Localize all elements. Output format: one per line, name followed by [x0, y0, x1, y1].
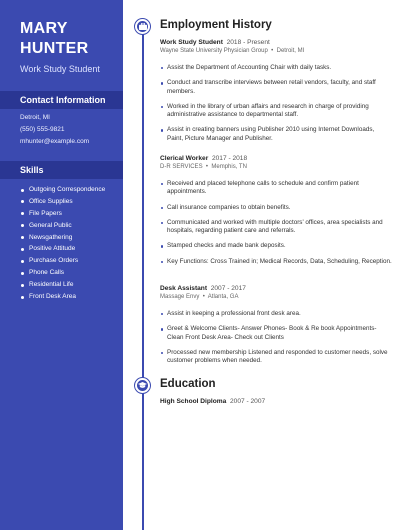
skill-item: Residential Life [20, 279, 105, 291]
job-dates: 2017 - 2018 [211, 155, 248, 162]
job-title: Clerical Worker [160, 155, 209, 162]
bullet-item: Received and placed telephone calls to schedule and confirm patient appointments. [160, 180, 392, 197]
bullet-item: Communicated and worked with multiple doctors' offices, area specialists and hospitals, regarding patient care and referrals. [160, 219, 392, 236]
bullet-item: Greet & Welcome Clients- Answer Phones- Book & Re book Appointments- Clean Front Desk Area- Check out Clients [160, 325, 392, 342]
skill-item: Newsgathering [20, 232, 105, 244]
first-name: MARY [20, 20, 68, 37]
education-dates: 2007 - 2007 [229, 398, 266, 405]
contact-email[interactable]: mhunter@example.com [20, 138, 90, 145]
contact-city: Detroit, MI [20, 114, 50, 121]
employment-heading: Employment History [160, 19, 272, 31]
job-bullets [160, 310, 392, 365]
education-heading: Education [160, 378, 216, 390]
job-title-row [160, 284, 392, 293]
job-company-row: Massage Envy • Atlanta, GA [160, 294, 239, 300]
job-dates: 2007 - 2017 [210, 285, 246, 292]
job-title: Work Study Student [160, 39, 223, 46]
education-entry [160, 398, 265, 405]
job-bullets [160, 180, 392, 266]
skills-heading: Skills [0, 161, 123, 179]
job-title-row [160, 154, 392, 163]
last-name: HUNTER [20, 40, 89, 57]
bullet-item: Stamped checks and made bank deposits. [160, 242, 392, 250]
job-company-row: D-R SERVICES • Memphis, TN [160, 164, 247, 170]
job-location: Atlanta, GA [207, 294, 239, 300]
job-bullets [160, 64, 392, 143]
bullet-item: Worked in the library of urban affairs and research in charge of providing administrative assistance to departmental staff. [160, 103, 392, 120]
skills-list [20, 184, 105, 303]
briefcase-icon [135, 19, 150, 34]
bullet-item: Key Functions: Cross Trained in; Medical Records, Data, Scheduling, Reception. [160, 258, 392, 266]
bullet-item: Assist the Department of Accounting Chair with daily tasks. [160, 64, 392, 72]
skill-item: File Papers [20, 208, 105, 220]
graduation-cap-icon [135, 378, 150, 393]
timeline-line [142, 22, 144, 530]
job-location: Memphis, TN [211, 164, 247, 170]
contact-heading: Contact Information [0, 91, 123, 109]
job-location: Detroit, MI [276, 48, 305, 54]
job-company: D-R SERVICES [160, 164, 203, 170]
skill-item: Positive Attitude [20, 243, 105, 255]
candidate-name [20, 19, 88, 59]
bullet-item: Assist in creating banners using Publisher 2010 using Internet Downloads, Paint, Picture Manager and Publisher. [160, 126, 392, 143]
skill-item: Front Desk Area [20, 291, 105, 303]
skill-item: Office Supplies [20, 196, 105, 208]
job-entry [160, 38, 392, 150]
bullet-item: Call insurance companies to obtain benefits. [160, 204, 392, 212]
skill-item: Purchase Orders [20, 255, 105, 267]
job-dates: 2018 - Present [226, 39, 270, 46]
job-entry [160, 154, 392, 273]
sidebar [0, 0, 123, 530]
bullet-item: Assist in keeping a professional front desk area. [160, 310, 392, 318]
job-company-row: Wayne State University Physician Group • Detroit, MI [160, 48, 305, 54]
job-company: Massage Envy [160, 294, 200, 300]
contact-phone[interactable]: (550) 555-9821 [20, 126, 65, 133]
job-title: Desk Assistant [160, 285, 208, 292]
degree: High School Diploma [160, 398, 227, 405]
job-title-row [160, 38, 392, 47]
bullet-item: Processed new membership Listened and responded to customer needs, solve customer problems when needed. [160, 349, 392, 366]
skill-item: Outgoing Correspondence [20, 184, 105, 196]
job-entry [160, 284, 392, 372]
job-company: Wayne State University Physician Group [160, 48, 268, 54]
skill-item: Phone Calls [20, 267, 105, 279]
skill-item: General Public [20, 220, 105, 232]
job-role: Work Study Student [20, 64, 100, 74]
bullet-item: Conduct and transcribe interviews between retail vendors, faculty, and staff members. [160, 79, 392, 96]
